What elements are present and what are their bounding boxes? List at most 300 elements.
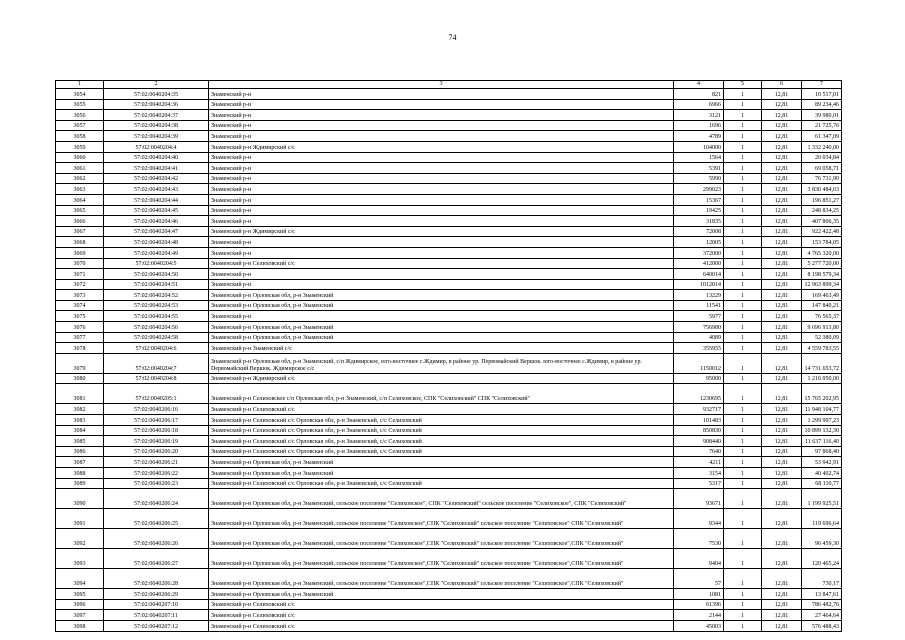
table-cell: 3154 bbox=[674, 468, 724, 479]
table-cell: 57:02:0040206:17 bbox=[104, 415, 209, 426]
table-cell: 57:02:0040204:4 bbox=[104, 141, 209, 152]
table-cell: 12,81 bbox=[762, 478, 802, 489]
table-cell: 3075 bbox=[56, 311, 104, 322]
table-cell: 14 731 653,72 bbox=[802, 353, 842, 373]
table-cell: Знаменский р-н bbox=[209, 194, 674, 205]
table-cell: 3059 bbox=[56, 141, 104, 152]
table-cell: 1 bbox=[724, 226, 762, 237]
table-cell: 1 bbox=[724, 237, 762, 248]
table-cell: 57:02:0040204:46 bbox=[104, 216, 209, 227]
table-cell: 1 bbox=[724, 373, 762, 384]
table-row bbox=[56, 131, 842, 142]
table-cell: 12,81 bbox=[762, 152, 802, 163]
table-cell: 57:02:0040204:49 bbox=[104, 247, 209, 258]
table-cell: 57:02:0040204:5 bbox=[104, 258, 209, 269]
table-row bbox=[56, 237, 842, 248]
table-cell: 3093 bbox=[56, 549, 104, 569]
table-row bbox=[56, 478, 842, 489]
table-cell: Знаменский р-н Орловская обл, р-н Знаменский, сельское поселение "Селиховское",СПК "Селиховский" сельское поселение "Селиховское",СПК "Селиховский" bbox=[209, 569, 674, 589]
header-cell: 7 bbox=[802, 81, 842, 89]
table-cell: 10 517,01 bbox=[802, 89, 842, 100]
table-cell: 57:02:0040204:56 bbox=[104, 322, 209, 333]
table-cell: 1 bbox=[724, 152, 762, 163]
table-row bbox=[56, 549, 842, 569]
table-cell: 12,81 bbox=[762, 529, 802, 549]
table-cell: 15367 bbox=[674, 194, 724, 205]
table-cell: 1 bbox=[724, 478, 762, 489]
table-cell: Знаменский р-н bbox=[209, 110, 674, 121]
table-cell: 3083 bbox=[56, 415, 104, 426]
table-row bbox=[56, 311, 842, 322]
table-cell: 3068 bbox=[56, 237, 104, 248]
table-cell: 12,81 bbox=[762, 247, 802, 258]
table-row bbox=[56, 373, 842, 384]
table-cell: 72008 bbox=[674, 226, 724, 237]
table-cell: Знаменский р-н bbox=[209, 120, 674, 131]
table-cell: 57:02:0040204:50 bbox=[104, 269, 209, 280]
table-cell: 12,81 bbox=[762, 446, 802, 457]
table-cell: Знаменский р-н Орловская обл, р-н Знаменский, с/п Ждимирское, юго-восточнее с.Ждимир, в районе ур. Первомайский Вершок. юго-восточнее с.Ждимир, в районе ур. Первомайский Вершок. Ждимирское с/с bbox=[209, 353, 674, 373]
table-cell: 1 bbox=[724, 89, 762, 100]
table-cell: 61396 bbox=[674, 599, 724, 610]
table-cell: 5391 bbox=[674, 163, 724, 174]
table-cell: 12,81 bbox=[762, 599, 802, 610]
table-row bbox=[56, 436, 842, 447]
table-cell: 119 696,64 bbox=[802, 509, 842, 529]
table-cell: 1081 bbox=[674, 589, 724, 600]
table-cell: 57:02:0040206:23 bbox=[104, 478, 209, 489]
table-cell: 57:02:0040206:24 bbox=[104, 489, 209, 509]
table-cell: 57:02:0040206:21 bbox=[104, 457, 209, 468]
table-cell: 12,81 bbox=[762, 353, 802, 373]
table-cell: 3062 bbox=[56, 173, 104, 184]
table-cell: 12,81 bbox=[762, 194, 802, 205]
table-cell: 3090 bbox=[56, 489, 104, 509]
table-row bbox=[56, 247, 842, 258]
table-cell: 1 bbox=[724, 384, 762, 404]
table-cell: 1 bbox=[724, 99, 762, 110]
table-cell: Знаменский р-н Селиховский с/с bbox=[209, 404, 674, 415]
table-row bbox=[56, 569, 842, 589]
table-cell: 57:02:0040206:27 bbox=[104, 549, 209, 569]
table-cell: 12,81 bbox=[762, 110, 802, 121]
table-cell: 12,81 bbox=[762, 120, 802, 131]
table-row bbox=[56, 279, 842, 290]
table-cell: 9 696 913,80 bbox=[802, 322, 842, 333]
table-cell: 57:02:0040204:8 bbox=[104, 373, 209, 384]
table-cell: 3054 bbox=[56, 89, 104, 100]
table-cell: 57:02:0040204:58 bbox=[104, 332, 209, 343]
table-cell: 57:02:0040206:22 bbox=[104, 468, 209, 479]
table-cell: 1 bbox=[724, 120, 762, 131]
table-cell: 1 bbox=[724, 529, 762, 549]
table-cell: Знаменский р-н Селиховский с/с bbox=[209, 258, 674, 269]
table-cell: Знаменский р-н Орловская обл, р-н Знаменский bbox=[209, 322, 674, 333]
table-row bbox=[56, 468, 842, 479]
table-cell: 3085 bbox=[56, 436, 104, 447]
table-cell: 61 347,09 bbox=[802, 131, 842, 142]
table-cell: 3091 bbox=[56, 509, 104, 529]
table-cell: 1 bbox=[724, 205, 762, 216]
table-row bbox=[56, 216, 842, 227]
table-cell: 821 bbox=[674, 89, 724, 100]
table-row bbox=[56, 425, 842, 436]
table-cell: 12,81 bbox=[762, 99, 802, 110]
table-cell: 1 bbox=[724, 141, 762, 152]
table-row bbox=[56, 269, 842, 280]
cadastral-table bbox=[55, 80, 842, 632]
table-cell: 3056 bbox=[56, 110, 104, 121]
table-cell: 5317 bbox=[674, 478, 724, 489]
table-cell: 932717 bbox=[674, 404, 724, 415]
table-cell: 1 bbox=[724, 279, 762, 290]
table-cell: Знаменский р-н bbox=[209, 279, 674, 290]
table-cell: 12,81 bbox=[762, 131, 802, 142]
table-cell: 57:02:0040204:35 bbox=[104, 89, 209, 100]
table-cell: 3065 bbox=[56, 205, 104, 216]
table-cell: 1012014 bbox=[674, 279, 724, 290]
table-cell: 57:02:0040207:11 bbox=[104, 610, 209, 621]
table-cell: 6966 bbox=[674, 99, 724, 110]
table-cell: 1 bbox=[724, 343, 762, 354]
table-row bbox=[56, 258, 842, 269]
table-cell: 57:02:0040204:39 bbox=[104, 131, 209, 142]
table-cell: 12,81 bbox=[762, 290, 802, 301]
table-cell: 407 806,35 bbox=[802, 216, 842, 227]
table-cell: 1 bbox=[724, 489, 762, 509]
table-cell: 786 482,76 bbox=[802, 599, 842, 610]
table-cell: 3081 bbox=[56, 384, 104, 404]
table-cell: 96 459,30 bbox=[802, 529, 842, 549]
table-cell: 3088 bbox=[56, 468, 104, 479]
table-cell: 40 402,74 bbox=[802, 468, 842, 479]
table-cell: 27 464,64 bbox=[802, 610, 842, 621]
table-cell: 12,81 bbox=[762, 468, 802, 479]
table-cell: 248 834,25 bbox=[802, 205, 842, 216]
table-cell: 57:02:0040204:47 bbox=[104, 226, 209, 237]
table-cell: 3070 bbox=[56, 258, 104, 269]
table-cell: 730,17 bbox=[802, 569, 842, 589]
table-cell: Знаменский р-н bbox=[209, 163, 674, 174]
table-cell: Знаменский р-н bbox=[209, 237, 674, 248]
table-cell: 57:02:0040204:55 bbox=[104, 311, 209, 322]
table-cell: 12,81 bbox=[762, 384, 802, 404]
table-cell: Знаменский р-н Орловская обл, р-н Знаменский, сельское поселение "Селиховское",СПК "Селиховский" сельское поселение "Селиховское",СПК "Селиховский" bbox=[209, 549, 674, 569]
table-cell: 12,81 bbox=[762, 258, 802, 269]
table-cell: Знаменский р-н Селиховский с/с bbox=[209, 599, 674, 610]
table-row bbox=[56, 322, 842, 333]
table-cell: 1 bbox=[724, 173, 762, 184]
table-cell: 12,81 bbox=[762, 279, 802, 290]
table-cell: 12,81 bbox=[762, 184, 802, 195]
table-row bbox=[56, 205, 842, 216]
table-cell: 57:02:0040205:1 bbox=[104, 384, 209, 404]
table-cell: 57:02:0040206:26 bbox=[104, 529, 209, 549]
table-cell: 1 bbox=[724, 457, 762, 468]
table-cell: Знаменский р-н Ждимирский с/с bbox=[209, 373, 674, 384]
table-cell: 12,81 bbox=[762, 269, 802, 280]
table-cell: 3086 bbox=[56, 446, 104, 457]
table-cell: 372000 bbox=[674, 247, 724, 258]
table-cell: 196 851,27 bbox=[802, 194, 842, 205]
table-cell: 12,81 bbox=[762, 332, 802, 343]
table-row bbox=[56, 404, 842, 415]
table-cell: 76 565,37 bbox=[802, 311, 842, 322]
table-row bbox=[56, 226, 842, 237]
table-cell: 12,81 bbox=[762, 163, 802, 174]
table-cell: 908440 bbox=[674, 436, 724, 447]
table-cell: 1 bbox=[724, 300, 762, 311]
table-cell: 13 847,61 bbox=[802, 589, 842, 600]
table-cell: Знаменский р-н Селиховское с/п Орловская обл, р-н Знаменский, с/п Селиховское, СПК "Селиховский" СПК "Селиховский" bbox=[209, 384, 674, 404]
table-cell: 12,81 bbox=[762, 373, 802, 384]
table-cell: 57:02:0040206:19 bbox=[104, 436, 209, 447]
table-cell: 3064 bbox=[56, 194, 104, 205]
table-cell: 69 058,71 bbox=[802, 163, 842, 174]
table-cell: 5990 bbox=[674, 173, 724, 184]
table-cell: 104000 bbox=[674, 141, 724, 152]
table-cell: Знаменский р-н Селиховский с/с Орловская обл, р-н Знаменский, с/с Селиховский bbox=[209, 436, 674, 447]
table-cell: Знаменский р-н bbox=[209, 152, 674, 163]
table-cell: 1 bbox=[724, 110, 762, 121]
table-cell: 12,81 bbox=[762, 141, 802, 152]
table-cell: Знаменский р-н Селиховский с/с Орловская обл, р-н Знаменский, с/с Селиховский bbox=[209, 415, 674, 426]
table-cell: 3057 bbox=[56, 120, 104, 131]
table-cell: 3067 bbox=[56, 226, 104, 237]
table-cell: 640014 bbox=[674, 269, 724, 280]
table-cell: 5977 bbox=[674, 311, 724, 322]
table-cell: 12,81 bbox=[762, 205, 802, 216]
header-cell: 1 bbox=[56, 81, 104, 89]
table-cell: 4 559 783,55 bbox=[802, 343, 842, 354]
table-cell: 10 899 132,30 bbox=[802, 425, 842, 436]
table-row bbox=[56, 194, 842, 205]
table-cell: Знаменский р-н Орловская обл, р-н Знаменский, сельское поселение "Селиховское",СПК "Селиховский" сельское поселение "Селиховское" СПК "Селиховский" bbox=[209, 509, 674, 529]
header-cell: 4 bbox=[674, 81, 724, 89]
header-cell: 5 bbox=[724, 81, 762, 89]
table-cell: 4 765 320,00 bbox=[802, 247, 842, 258]
table-cell: 39 980,01 bbox=[802, 110, 842, 121]
header-cell: 2 bbox=[104, 81, 209, 89]
table-row bbox=[56, 290, 842, 301]
table-cell: 57:02:0040206:28 bbox=[104, 569, 209, 589]
table-cell: 57:02:0040204:7 bbox=[104, 353, 209, 373]
table-cell: 3069 bbox=[56, 247, 104, 258]
table-cell: 57:02:0040206:29 bbox=[104, 589, 209, 600]
table-cell: 20 034,84 bbox=[802, 152, 842, 163]
table-cell: 57:02:0040204:43 bbox=[104, 184, 209, 195]
table-cell: Знаменский р-н Орловская обл, р-н Знаменский bbox=[209, 332, 674, 343]
table-cell: Знаменский р-н Селиховский с/с Орловская обл, р-н Знаменский, с/с Селиховский bbox=[209, 446, 674, 457]
table-cell: 12,81 bbox=[762, 404, 802, 415]
table-cell: 57:02:0040204:51 bbox=[104, 279, 209, 290]
table-cell: 12,81 bbox=[762, 425, 802, 436]
table-cell: 12,81 bbox=[762, 569, 802, 589]
table-cell: 12,81 bbox=[762, 322, 802, 333]
table-cell: 1 bbox=[724, 589, 762, 600]
table-cell: Знаменский р-н bbox=[209, 89, 674, 100]
table-cell: 850830 bbox=[674, 425, 724, 436]
table-row bbox=[56, 457, 842, 468]
header-cell: 3 bbox=[209, 81, 674, 89]
table-cell: 4089 bbox=[674, 332, 724, 343]
table-cell: 8 198 579,34 bbox=[802, 269, 842, 280]
table-row bbox=[56, 415, 842, 426]
table-cell: 12,81 bbox=[762, 89, 802, 100]
table-cell: 1 bbox=[724, 549, 762, 569]
table-cell: 95000 bbox=[674, 373, 724, 384]
header-row bbox=[56, 81, 842, 89]
table-cell: Знаменский р-н Знаменский с/с bbox=[209, 343, 674, 354]
table-cell: 12,81 bbox=[762, 300, 802, 311]
table-cell: 12,81 bbox=[762, 415, 802, 426]
table-cell: 3073 bbox=[56, 290, 104, 301]
table-cell: 3121 bbox=[674, 110, 724, 121]
table-cell: Знаменский р-н Орловская обл, р-н Знаменский, сельское поселение "Селиховское",СПК "Селиховский" сельское поселение "Селиховское",СПК "Селиховский" bbox=[209, 529, 674, 549]
table-cell: 13229 bbox=[674, 290, 724, 301]
table-cell: 1 bbox=[724, 446, 762, 457]
table-cell: 1 332 240,00 bbox=[802, 141, 842, 152]
table-cell: 1696 bbox=[674, 120, 724, 131]
table-cell: 147 840,21 bbox=[802, 300, 842, 311]
table-cell: 68 110,77 bbox=[802, 478, 842, 489]
table-cell: 120 465,24 bbox=[802, 549, 842, 569]
table-cell: Знаменский р-н Орловская обл, р-н Знаменский bbox=[209, 457, 674, 468]
table-cell: 3097 bbox=[56, 610, 104, 621]
table-cell: 53 942,91 bbox=[802, 457, 842, 468]
header-cell: 6 bbox=[762, 81, 802, 89]
table-cell: 3076 bbox=[56, 322, 104, 333]
table-cell: 9344 bbox=[674, 509, 724, 529]
table-cell: 3092 bbox=[56, 529, 104, 549]
table-cell: 5 277 720,00 bbox=[802, 258, 842, 269]
table-cell: 57:02:0040204:48 bbox=[104, 237, 209, 248]
table-row bbox=[56, 589, 842, 600]
table-cell: 1564 bbox=[674, 152, 724, 163]
table-cell: 12,81 bbox=[762, 436, 802, 447]
table-row bbox=[56, 152, 842, 163]
table-cell: 1 bbox=[724, 610, 762, 621]
table-cell: 12,81 bbox=[762, 610, 802, 621]
table-row bbox=[56, 446, 842, 457]
table-cell: 57:02:0040206:16 bbox=[104, 404, 209, 415]
table-cell: 57:02:0040207:12 bbox=[104, 620, 209, 631]
table-cell: Знаменский р-н Орловская обл, р-н Знаменский, сельское поселение "Селиховское", СПК "Селиховский" сельское поселение "Селиховское", СПК "Селиховский" bbox=[209, 489, 674, 509]
table-cell: 3060 bbox=[56, 152, 104, 163]
table-cell: 57:02:0040206:20 bbox=[104, 446, 209, 457]
table-cell: 1 bbox=[724, 290, 762, 301]
table-cell: 1 bbox=[724, 509, 762, 529]
table-cell: 3094 bbox=[56, 569, 104, 589]
table-cell: 93671 bbox=[674, 489, 724, 509]
table-cell: 57:02:0040204:6 bbox=[104, 343, 209, 354]
table-cell: 57:02:0040204:42 bbox=[104, 173, 209, 184]
table-cell: 12,81 bbox=[762, 549, 802, 569]
table-row bbox=[56, 489, 842, 509]
table-cell: 3055 bbox=[56, 99, 104, 110]
table-cell: 11541 bbox=[674, 300, 724, 311]
table-cell: 57:02:0040204:36 bbox=[104, 99, 209, 110]
table-row bbox=[56, 620, 842, 631]
table-cell: 12,81 bbox=[762, 589, 802, 600]
table-cell: 57:02:0040204:40 bbox=[104, 152, 209, 163]
table-cell: 12,81 bbox=[762, 489, 802, 509]
table-cell: 3074 bbox=[56, 300, 104, 311]
table-cell: 11 948 104,77 bbox=[802, 404, 842, 415]
table-cell: 15 765 202,95 bbox=[802, 384, 842, 404]
table-cell: 1 bbox=[724, 620, 762, 631]
table-cell: 3098 bbox=[56, 620, 104, 631]
table-cell: Знаменский р-н bbox=[209, 311, 674, 322]
table-cell: 299023 bbox=[674, 184, 724, 195]
table-cell: 3061 bbox=[56, 163, 104, 174]
table-cell: Знаменский р-н bbox=[209, 269, 674, 280]
table-cell: 21 725,76 bbox=[802, 120, 842, 131]
table-cell: 1 bbox=[724, 194, 762, 205]
table-cell: 3087 bbox=[56, 457, 104, 468]
table-cell: 12005 bbox=[674, 237, 724, 248]
table-cell: 9404 bbox=[674, 549, 724, 569]
table-cell: 3089 bbox=[56, 478, 104, 489]
table-cell: 101483 bbox=[674, 415, 724, 426]
table-cell: 89 234,46 bbox=[802, 99, 842, 110]
table-cell: 1 bbox=[724, 247, 762, 258]
table-cell: 4211 bbox=[674, 457, 724, 468]
table-cell: 7640 bbox=[674, 446, 724, 457]
table-cell: 97 868,40 bbox=[802, 446, 842, 457]
table-cell: 57:02:0040206:25 bbox=[104, 509, 209, 529]
table-cell: 57 bbox=[674, 569, 724, 589]
table-cell: 57:02:0040204:44 bbox=[104, 194, 209, 205]
table-cell: 12,81 bbox=[762, 620, 802, 631]
table-row bbox=[56, 343, 842, 354]
table-cell: 1 bbox=[724, 163, 762, 174]
table-cell: 3078 bbox=[56, 343, 104, 354]
table-cell: 412000 bbox=[674, 258, 724, 269]
table-cell: 1 bbox=[724, 322, 762, 333]
table-cell: 1 216 950,00 bbox=[802, 373, 842, 384]
table-cell: Знаменский р-н Ждимирский с/с bbox=[209, 226, 674, 237]
table-cell: 11 637 116,40 bbox=[802, 436, 842, 447]
table-cell: 12,81 bbox=[762, 216, 802, 227]
table-cell: Знаменский р-н bbox=[209, 184, 674, 195]
table-cell: 1 bbox=[724, 131, 762, 142]
table-cell: 1 bbox=[724, 216, 762, 227]
table-row bbox=[56, 509, 842, 529]
table-cell: Знаменский р-н Орловская обл, р-н Знаменский bbox=[209, 290, 674, 301]
table-cell: 355955 bbox=[674, 343, 724, 354]
table-cell: 1 bbox=[724, 258, 762, 269]
table-cell: 57:02:0040204:38 bbox=[104, 120, 209, 131]
table-cell: 12,81 bbox=[762, 226, 802, 237]
table-cell: 12,81 bbox=[762, 457, 802, 468]
table-row bbox=[56, 89, 842, 100]
table-cell: Знаменский р-н Селиховский с/с Орловская обл, р-н Знаменский, с/с Селиховский bbox=[209, 478, 674, 489]
table-cell: Знаменский р-н Ждимирский с/с bbox=[209, 141, 674, 152]
table-cell: 31835 bbox=[674, 216, 724, 227]
table-cell: 57:02:0040204:41 bbox=[104, 163, 209, 174]
table-row bbox=[56, 173, 842, 184]
table-row bbox=[56, 332, 842, 343]
table-cell: 1 bbox=[724, 311, 762, 322]
table-cell: Знаменский р-н Орловская обл, р-н Знаменский bbox=[209, 300, 674, 311]
table-cell: 169 463,49 bbox=[802, 290, 842, 301]
table-cell: 1 bbox=[724, 269, 762, 280]
table-cell: 3084 bbox=[56, 425, 104, 436]
table-cell: 3082 bbox=[56, 404, 104, 415]
table-cell: 1 bbox=[724, 436, 762, 447]
table-cell: 1 bbox=[724, 184, 762, 195]
